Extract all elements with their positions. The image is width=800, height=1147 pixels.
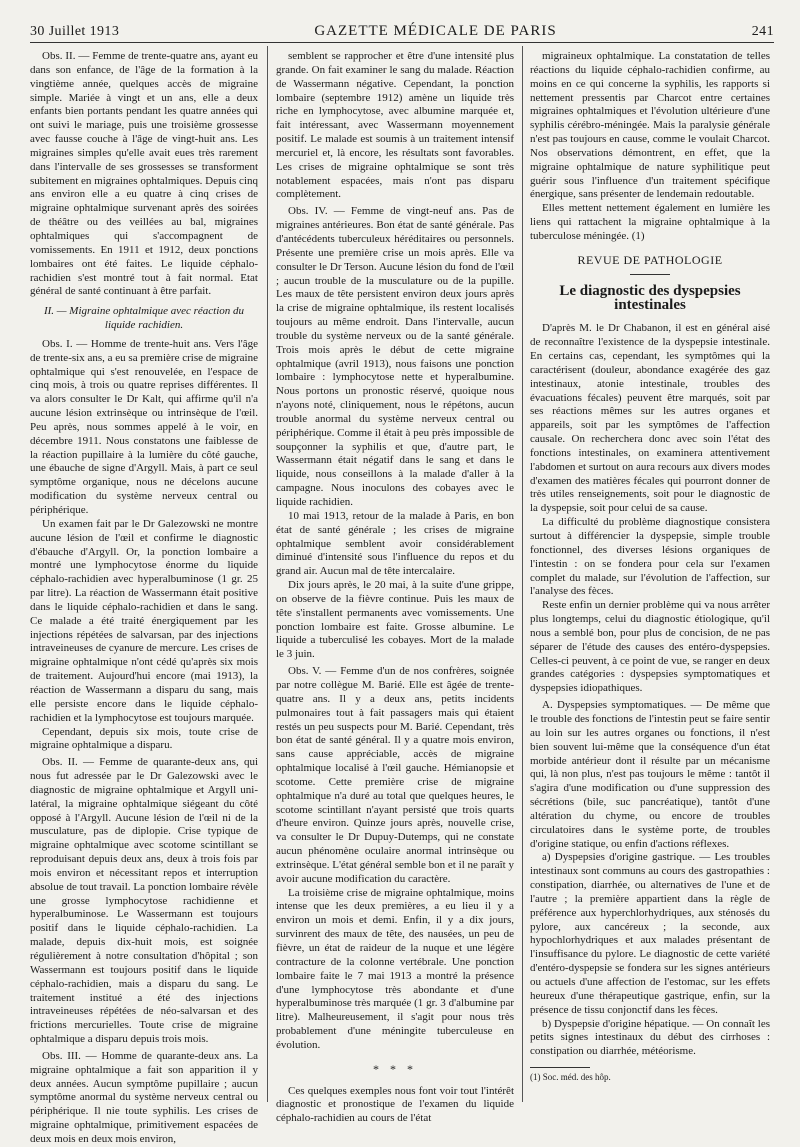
heading-rule: [630, 274, 670, 275]
paragraph: a) Dyspepsies d'origine gastrique. — Les troubles intestinaux sont communs au cours des gastropathies : constipation, diarrhée, ou alternatives de l'une et de l'autre ; la première appartient dans la règle de préférence aux hyperchlorhydriques, aux sténosés du pylore, aux cancéreux ; la seconde, aux hypochlorhydriques et aux malades présentant de l'insuffisance du pylore. Le diagnostic de cette variété d'entéro-dyspepsie se fondera sur les signes antérieurs ou actuels d'une affection de l'estomac, sur les effets heureux d'une thérapeutique gastrique, enfin, sur la présence de tissu conjonctif dans les fèces.: [530, 851, 770, 1016]
paragraph: Obs. V. — Femme d'un de nos confrères, soignée par notre collègue M. Barié. Elle est âgée de trente-quatre ans. Il y a deux ans, petits incidents pulmonaires tout à fait passagers mais qui étaient restés un peu suspects pour M. Barié. Cependant, très bon état de santé général. Il y a quatre mois environ, sans cause appréciable, accès de migraine ophtalmique localisé à l'œil gauche. Hémianopsie et scotome. Cette première crise de migraine ophtalmique n'a duré au total que quelques heures, le scotome scintillant n'ayant persisté que trois quarts d'heure environ. Quinze jours après, nouvelle crise, va consulter le Dr Dupuy-Dutemps, qui ne constate aucun phénomène oculaire anormal intrinsèque ou extrinsèque. L'état général semble bon et il ne paraît y avoir aucune modification du caractère.: [276, 665, 514, 885]
paragraph: Ces quelques exemples nous font voir tout l'intérêt diagnostic et pronostique de l'examen du liquide céphalo-rachidien au cours de l'état: [276, 1084, 514, 1125]
paragraph: D'après M. le Dr Chabanon, il est en général aisé de reconnaître l'existence de la dyspepsie intestinale. En certains cas, cependant, les symptômes qui la caractérisent (douleur, abondance exagérée des gaz intestinaux, atonie intestinale, troubles des évacuations fécales) peuvent être marqués, soit par ses réactions mêmes sur les autres organes et appareils, soit par les symptômes de l'affection causale. On recherchera donc avec soin l'état des fonctions intestinales, on examinera attentivement l'abdomen et surtout on aura recours aux divers modes d'examen des matières fécales qui pourront donner de très utiles renseignements, soit pour le diagnostic de la dyspepsie, soit pour celui de sa cause.: [530, 322, 770, 515]
paragraph: Obs. I. — Homme de trente-huit ans. Vers l'âge de trente-six ans, a eu sa première crise de migraine ophtalmique qui s'est renouvelée, en l'espace de cinq mois, à trois ou quatre reprises différentes. Il va alors consulter le Dr Kalt, qui affirme qu'il n'a aucune lésion extrinsèque ou intrinsèque de l'œil. Peu après, nous sommes appelé à le voir, en décembre 1911. Nous constatons une faiblesse de la réaction pupillaire à la lumière du côté gauche, une ébauche de signe d'Argyll. Mais, à part ce seul symptôme organique, nous ne décelons aucune modification du système nerveux central ou périphérique.: [30, 337, 258, 516]
paragraph: Un examen fait par le Dr Galezowski ne montre aucune lésion de l'œil et confirme le diagnostic d'ébauche d'Argyll. Or, la ponction lombaire a montré une lymphocytose énorme du liquide céphalo-rachidien avec hyperalbuminose (1 gr. 25 par litre). La réaction de Wassermann était positive dans le liquide céphalo-rachidien et dans le sang. Ce malade a été traité énergiquement par les injections répétées de salvarsan, par des injections intraveineuses de cyanure de mercure. Les crises de migraine ophtalmique n'ont cédé qu'après six mois de traitement. Aujourd'hui encore (mai 1913), la réaction de Wassermann a disparu du sang, mais elle persiste encore dans le liquide céphalo-rachidien et la lymphocytose est toujours marquée.: [30, 517, 258, 724]
header-date: 30 Juillet 1913: [30, 24, 120, 39]
column-right: [530, 50, 770, 1100]
paragraph: Obs. II. — Femme de trente-quatre ans, ayant eu dans son enfance, de l'âge de la formation à la vingtième année, quelques accès de migraine simple. Mariée à vingt et un ans, elle a deux enfants bien portants pendant les quatre années qui ont suivi le mariage, puis une troisième grossesse avec fausse couche à l'âge de vingt-huit ans. Les migraines simples qu'elle avait eues très rarement dans l'intervalle de ses grossesses se transforment subitement en migraines ophtalmiques. Depuis cinq ans environ elle a eu quatre à cinq crises de migraine ophtalmique survenant après des soirées de théâtre ou des veillées au bal, migraines ophtalmiques qui s'accompagnent de vomissements. En 1911 et 1912, deux ponctions lombaires ont été faites. Le liquide céphalo-rachidien s'est montré tout à fait normal. Etat général de santé continuant à être parfait.: [30, 50, 258, 298]
column-middle: [276, 50, 514, 1125]
paragraph: Obs. II. — Femme de quarante-deux ans, qui nous fut adressée par le Dr Galezowski avec le diagnostic de migraine ophtalmique et Argyll uni-latéral, la migraine ophtalmique siégeant du côté opposé à l'Argyll. Aucune lésion de l'œil ni de la musculature, pas de diplopie. Crise typique de migraine ophtalmique avec scotome scintillant se reproduisant depuis deux ans, deux à trois fois par mois environ et nécessitant repos et interruption absolue de tout travail. La ponction lombaire révèle une grosse lymphocytose rachidienne et hyperalbuminose. Le Wassermann est toujours positif dans le liquide céphalo-rachidien. La malade, depuis dix-huit mois, est soignée régulièrement à notre consultation d'hôpital ; son Wassermann est toujours positif dans le liquide céphalo-rachidien, mais a disparu du sang. Le traitement institué a été des injections intraveineuses répétées de néo-salvarsan et des frictions mercurielles. Toute crise de migraine ophtalmique a disparu depuis trois mois.: [30, 756, 258, 1046]
section-heading-text: REVUE DE PATHOLOGIE: [577, 252, 723, 267]
paragraph: b) Dyspepsie d'origine hépatique. — On connaît les petits signes intestinaux du début des cirrhoses : constipation ou diarrhée, météorisme.: [530, 1017, 770, 1058]
section-subtitle: II. — Migraine ophtalmique avec réaction du liquide rachidien.: [43, 305, 245, 332]
page-header: [30, 18, 774, 40]
section-heading: [530, 254, 770, 275]
column-left: [30, 50, 258, 1145]
paragraph: Reste enfin un dernier problème qui va nous arrêter plus longtemps, celui du diagnostic étiologique, qu'il nous a semblé bon, pour plus de concision, de ne pas séparer de l'étude des causes des entéro-dyspepsies. Celles-ci peuvent, à ce point de vue, se ranger en deux grandes catégories : dyspepsies symptomatiques et dyspepsies idiopathiques.: [530, 599, 770, 695]
article-title: Le diagnostic des dyspepsies intestinales: [559, 282, 741, 313]
footnote-rule: [530, 1067, 590, 1068]
paragraph: Obs. III. — Homme de quarante-deux ans. La migraine ophtalmique a fait son apparition il y deux années. Aucun symptôme pupillaire ; aucun symptôme anormal du système nerveux central ou périphérique. Il nie toute syphilis. Les crises de migraine ophtalmique, primitivement espacées de deux mois en deux mois environ,: [30, 1049, 258, 1145]
paragraph: Elles mettent nettement également en lumière les liens qui rattachent la migraine ophtalmique à la tuberculose méningée. (1): [530, 202, 770, 242]
paragraph: 10 mai 1913, retour de la malade à Paris, en bon état de santé générale ; les crises de migraine ophtalmique semblent avoir considérablement diminué d'intensité sous l'influence du repos et du grand air. Aucun mal de tête intercalaire.: [276, 509, 514, 578]
footnote: (1) Soc. méd. des hôp.: [530, 1072, 611, 1083]
paragraph: A. Dyspepsies symptomatiques. — De même que le trouble des fonctions de l'intestin peut se faire sentir au loin sur les autres organes ou fonctions, il n'est bien souvent lui-même que la conséquence d'un état morbide antérieur dont il résulte par un mécanisme qui, là non plus, n'est pas toujours le même : tantôt il s'agira d'une modification ou d'une suppression des sécrétions (bile, suc pancréatique), tantôt d'une altération du chyme, ou encore de troubles circulatoires dans le système porte, de troubles d'origine statique, ou enfin d'actions réflexes.: [530, 699, 770, 850]
paragraph: Cependant, depuis six mois, toute crise de migraine ophtalmique a disparu.: [30, 725, 258, 752]
paragraph: Obs. IV. — Femme de vingt-neuf ans. Pas de migraines antérieures. Bon état de santé générale. Pas d'antécédents tuberculeux héréditaires ou personnels. Présente une première crise un mois après. Elle va consulter le Dr Terson. Aucune lésion du fond de l'œil ; aucun trouble de la musculature ou de la pupille. Les maux de tête persistent environ deux jours après la crise de migraine ophtalmique, ils restent localisés toujours au même endroit. Dans l'intervalle, aucun trouble du système nerveux ou de la santé générale. Trois mois après le début de cette migraine ophtalmique (avril 1913), nous faisons une ponction lombaire : lymphocytose nette et hyperalbumine. Nous portons un pronostic réservé, quoique nous n'ayons noté, cliniquement, nous le répétons, aucun trouble anormal du système nerveux central ou périphérique. Comme il était à peu près impossible de soupçonner la syphilis et que, d'autre part, le Wassermann était négatif dans le sang et dans le liquide, nous conseillons à la malade d'aller à la campagne. Nous inoculons des cobayes avec le liquide rachidien.: [276, 205, 514, 508]
section-separator: * * *: [373, 1061, 417, 1076]
column-divider: [522, 46, 523, 1102]
page-number: 241: [751, 24, 774, 39]
paragraph: La difficulté du problème diagnostique consistera surtout à différencier la dyspepsie, simple trouble fonctionnel, des diverses lésions organiques de l'intestin : on se fondera pour cela sur l'examen complet du malade, sur l'évolution de l'affection, sur l'analyse des fèces.: [530, 516, 770, 598]
header-rule: [30, 42, 774, 43]
paragraph: La troisième crise de migraine ophtalmique, moins intense que les deux premières, a eu lieu il y a environ un mois et demi. Enfin, il y a dix jours, survinrent des maux de tête, des nausées, un peu de fièvre, un état de raideur de la nuque et une légère contracture de la colonne vertébrale. Une ponction lombaire faite le 7 mai 1913 a montré la présence d'une lymphocytose très abondante et d'une hyperalbuminose très marquée (1 gr. 3 d'albumine par litre). Malheureusement, il s'agit pour nous très probablement d'une méningite tuberculeuse en évolution.: [276, 886, 514, 1051]
journal-title: GAZETTE MÉDICALE DE PARIS: [314, 23, 557, 39]
paragraph: semblent se rapprocher et être d'une intensité plus grande. On fait examiner le sang du malade. Réaction de Wassermann négative. Cependant, la ponction lombaire (septembre 1912) amène un liquide très riche en lymphocytose, avec albumine marquée et, fait intéressant, avec Wassermann moyennement positif. Le malade est soumis à un traitement intensif mercuriel et, là encore, les résultats sont favorables. Les crises de migraine ophtalmique se sont très notablement espacées, mais n'ont pas disparu complètement.: [276, 50, 514, 201]
paragraph: Dix jours après, le 20 mai, à la suite d'une grippe, on observe de la fièvre continue. Puis les maux de tête s'installent permanents avec vomissements. Une ponction lombaire est faite. Grosse albumine. Le liquide a tuberculisé les cobayes. Mort de la malade le 3 juin.: [276, 579, 514, 661]
column-divider: [267, 46, 268, 1102]
paragraph: migraineux ophtalmique. La constatation de telles réactions du liquide céphalo-rachidien confirme, au moins en ce qui concerne la syphilis, les rapports si nettement pressentis par Charcot entre certaines migraines ophtalmiques et l'évolution ultérieure d'une syphilis cérébro-méningée. Mais la paralysie générale n'est pas toujours en cause, comme le voulait Charcot. Nos observations démontrent, en effet, que la migraine ophtalmique de nature syphilitique peut guérir sous l'influence d'un traitement spécifique énergique, sans présenter de lendemain redoutable.: [530, 50, 770, 201]
